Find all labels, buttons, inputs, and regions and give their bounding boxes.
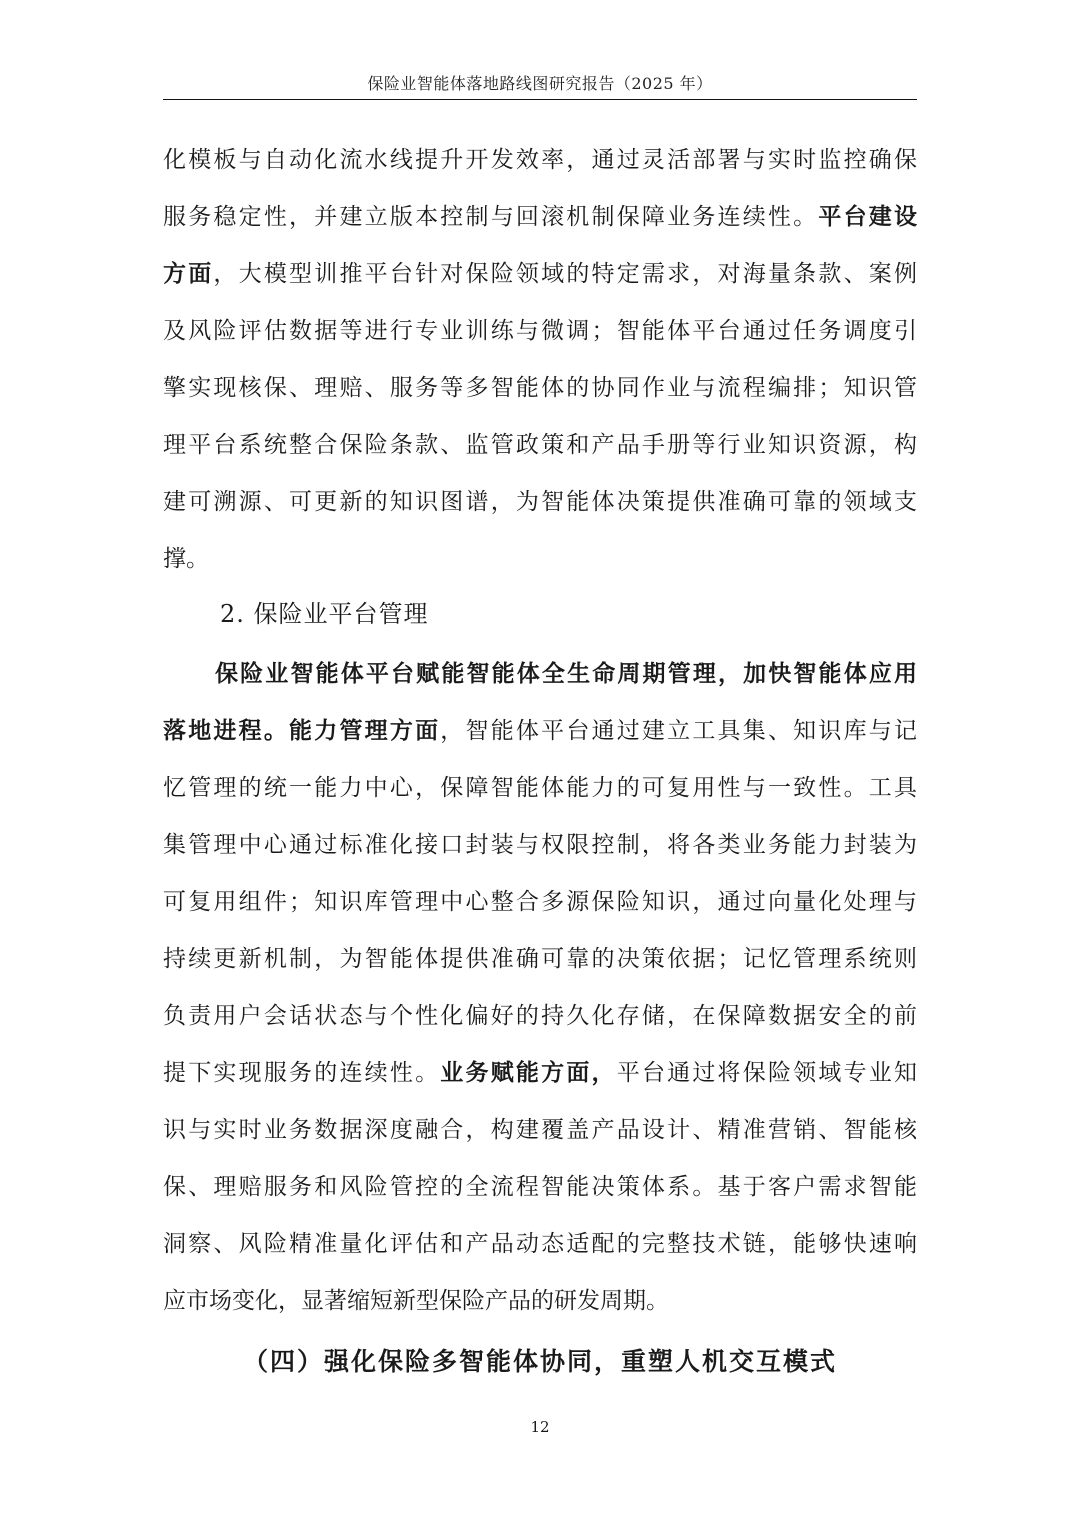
bold-lead-in: 业务赋能方面， xyxy=(440,1060,617,1086)
text-run: 服务稳定性，并建立版本控制与回滚机制保障业务连续性。 xyxy=(163,204,819,230)
text-line: 洞察、风险精准量化评估和产品动态适配的完整技术链，能够快速响 xyxy=(163,1231,917,1257)
text-line: 集管理中心通过标准化接口封装与权限控制，将各类业务能力封装为 xyxy=(163,832,917,858)
bold-lead-in: 平台建设 xyxy=(818,204,918,230)
text-line xyxy=(163,254,917,294)
bold-topic-sentence: 保险业智能体平台赋能智能体全生命周期管理，加快智能体应用 xyxy=(215,661,917,687)
header-rule xyxy=(163,99,917,100)
text-line: 理平台系统整合保险条款、监管政策和产品手册等行业知识资源，构 xyxy=(163,432,917,458)
page-number: 12 xyxy=(530,1418,550,1436)
bold-lead-in: 方面 xyxy=(163,261,214,287)
text-line: 建可溯源、可更新的知识图谱，为智能体决策提供准确可靠的领域支 xyxy=(163,489,917,515)
text-run: ，智能体平台通过建立工具集、知识库与记 xyxy=(440,718,918,744)
running-header: 保险业智能体落地路线图研究报告（2025 年） xyxy=(367,74,713,93)
text-run: 平台通过将保险领域专业知 xyxy=(616,1060,918,1086)
text-line: 持续更新机制，为智能体提供准确可靠的决策依据；记忆管理系统则 xyxy=(163,946,917,972)
text-line: 负责用户会话状态与个性化偏好的持久化存储，在保障数据安全的前 xyxy=(163,1003,917,1029)
text-line xyxy=(163,1053,917,1093)
bold-lead-in: 落地进程。能力管理方面 xyxy=(163,718,441,744)
text-line: 化模板与自动化流水线提升开发效率，通过灵活部署与实时监控确保 xyxy=(163,147,917,173)
text-line: 撑。 xyxy=(163,546,209,572)
text-line: 应市场变化，显著缩短新型保险产品的研发周期。 xyxy=(163,1288,669,1314)
text-line: 忆管理的统一能力中心，保障智能体能力的可复用性与一致性。工具 xyxy=(163,775,917,801)
text-line: 识与实时业务数据深度融合，构建覆盖产品设计、精准营销、智能核 xyxy=(163,1117,917,1143)
text-line: 及风险评估数据等进行专业训练与微调；智能体平台通过任务调度引 xyxy=(163,318,917,344)
text-line: 保、理赔服务和风险管控的全流程智能决策体系。基于客户需求智能 xyxy=(163,1174,917,1200)
text-line: 擎实现核保、理赔、服务等多智能体的协同作业与流程编排；知识管 xyxy=(163,375,917,401)
text-run: ，大模型训推平台针对保险领域的特定需求，对海量条款、案例 xyxy=(213,261,918,287)
subheading-platform-management: 2. 保险业平台管理 xyxy=(220,600,429,628)
text-line xyxy=(163,711,917,751)
section-heading: （四）强化保险多智能体协同，重塑人机交互模式 xyxy=(242,1347,837,1376)
text-line xyxy=(163,197,917,237)
text-run: 提下实现服务的连续性。 xyxy=(163,1060,441,1086)
text-line: 可复用组件；知识库管理中心整合多源保险知识，通过向量化处理与 xyxy=(163,889,917,915)
